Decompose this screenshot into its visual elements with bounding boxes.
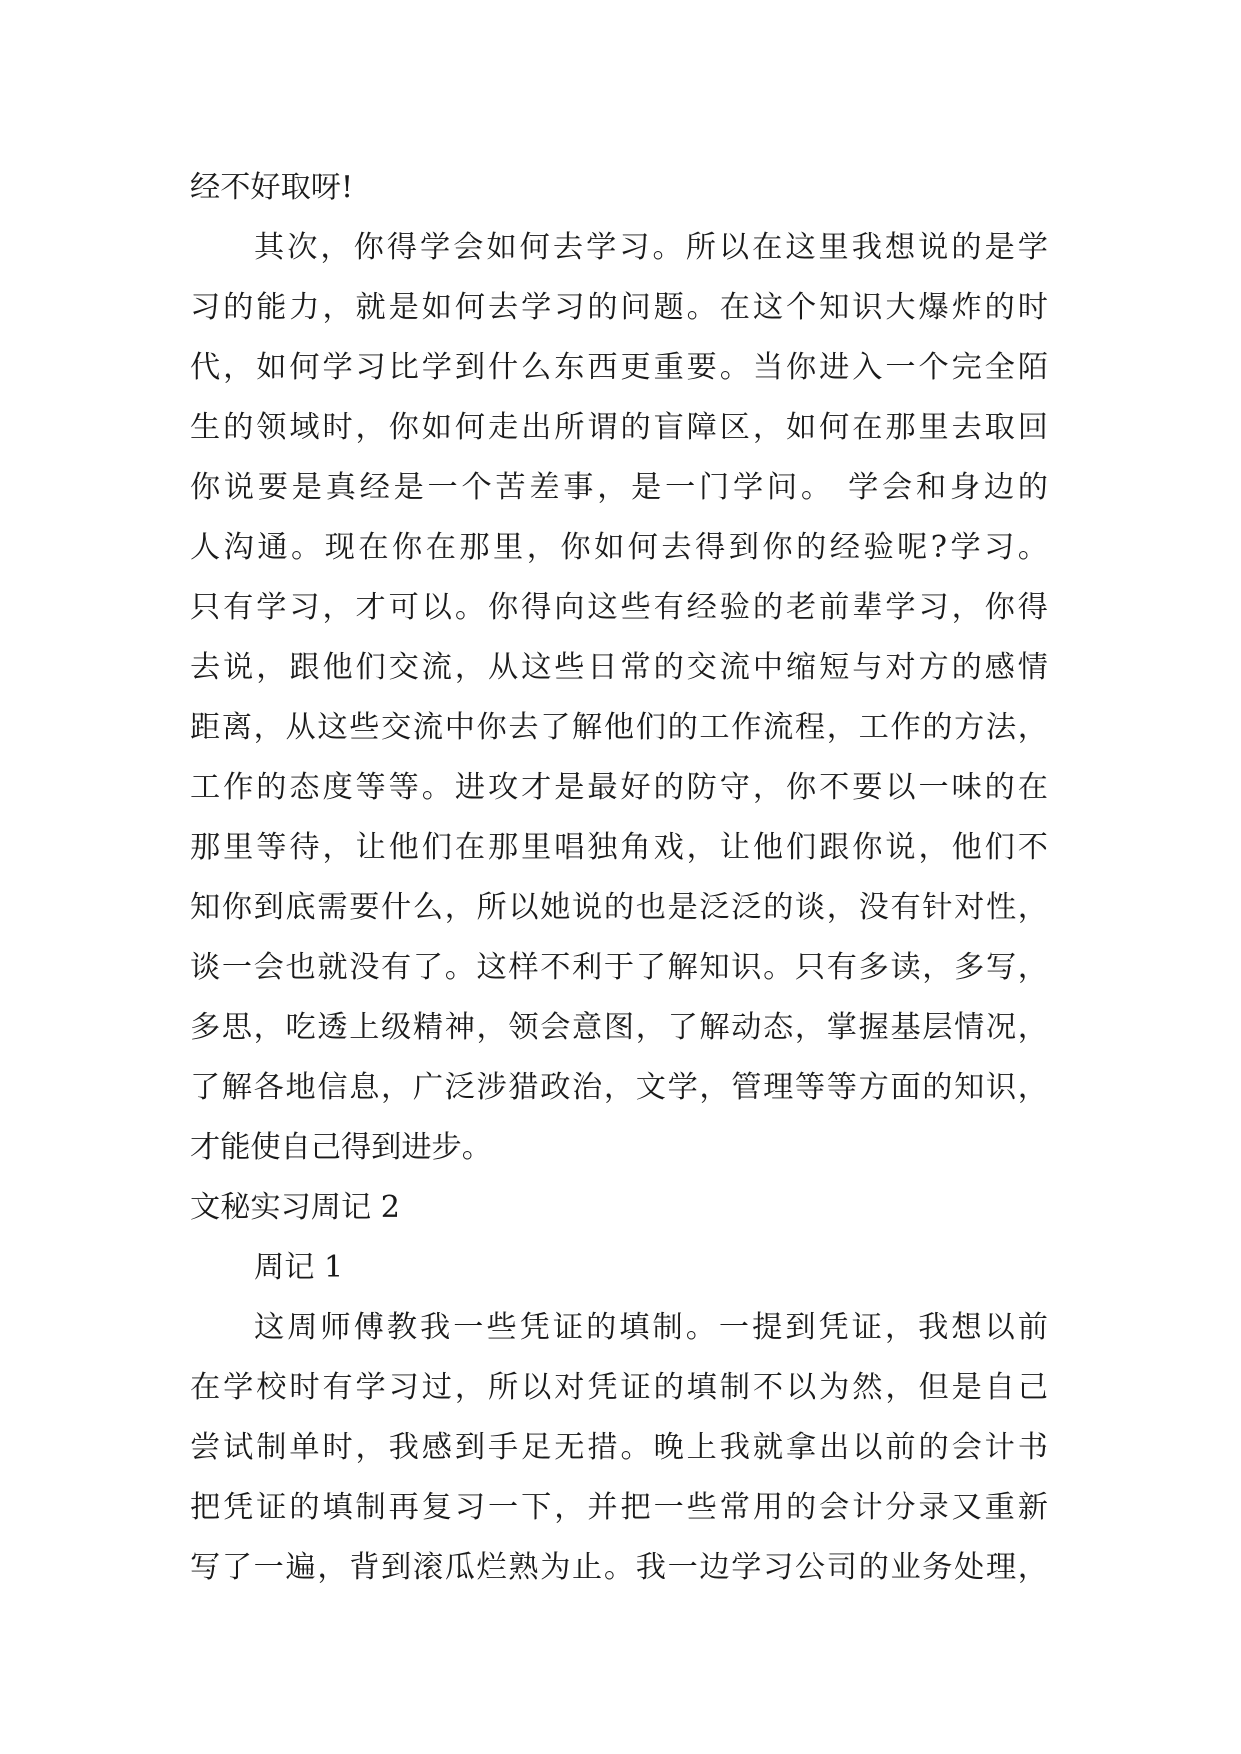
text-line: 那里等待，让他们在那里唱独角戏，让他们跟你说，他们不 (190, 830, 1048, 865)
text-line: 写了一遍，背到滚瓜烂熟为止。我一边学习公司的业务处理， (190, 1550, 1048, 1585)
text-line: 知你到底需要什么，所以她说的也是泛泛的谈，没有针对性， (190, 890, 1048, 925)
text-line: 人沟通。现在你在那里，你如何去得到你的经验呢?学习。 (190, 530, 1048, 565)
text-line: 经不好取呀! (190, 170, 354, 205)
text-line: 多思，吃透上级精神，领会意图，了解动态，掌握基层情况， (190, 1010, 1048, 1045)
text-line: 尝试制单时，我感到手足无措。晚上我就拿出以前的会计书 (190, 1430, 1048, 1465)
text-line: 把凭证的填制再复习一下，并把一些常用的会计分录又重新 (190, 1490, 1048, 1525)
text-line: 了解各地信息，广泛涉猎政治，文学，管理等等方面的知识， (190, 1070, 1048, 1105)
text-line: 习的能力，就是如何去学习的问题。在这个知识大爆炸的时 (190, 290, 1048, 325)
subsection-heading: 周记 1 (254, 1250, 344, 1285)
text-line: 代，如何学习比学到什么东西更重要。当你进入一个完全陌 (190, 350, 1048, 385)
text-line: 你说要是真经是一个苦差事，是一门学问。 学会和身边的 (190, 470, 1048, 505)
section-heading: 文秘实习周记 2 (190, 1190, 400, 1225)
text-line: 距离，从这些交流中你去了解他们的工作流程，工作的方法， (190, 710, 1048, 745)
text-line: 生的领域时，你如何走出所谓的盲障区，如何在那里去取回 (190, 410, 1048, 445)
text-line: 去说，跟他们交流，从这些日常的交流中缩短与对方的感情 (190, 650, 1048, 685)
text-line: 谈一会也就没有了。这样不利于了解知识。只有多读，多写， (190, 950, 1048, 985)
paragraph-first-line: 其次，你得学会如何去学习。所以在这里我想说的是学 (254, 230, 1048, 265)
text-line: 在学校时有学习过，所以对凭证的填制不以为然，但是自己 (190, 1370, 1048, 1405)
text-line: 工作的态度等等。进攻才是最好的防守，你不要以一味的在 (190, 770, 1048, 805)
text-line: 只有学习，才可以。你得向这些有经验的老前辈学习，你得 (190, 590, 1048, 625)
paragraph-first-line: 这周师傅教我一些凭证的填制。一提到凭证，我想以前 (254, 1310, 1048, 1345)
text-line: 才能使自己得到进步。 (190, 1130, 492, 1165)
